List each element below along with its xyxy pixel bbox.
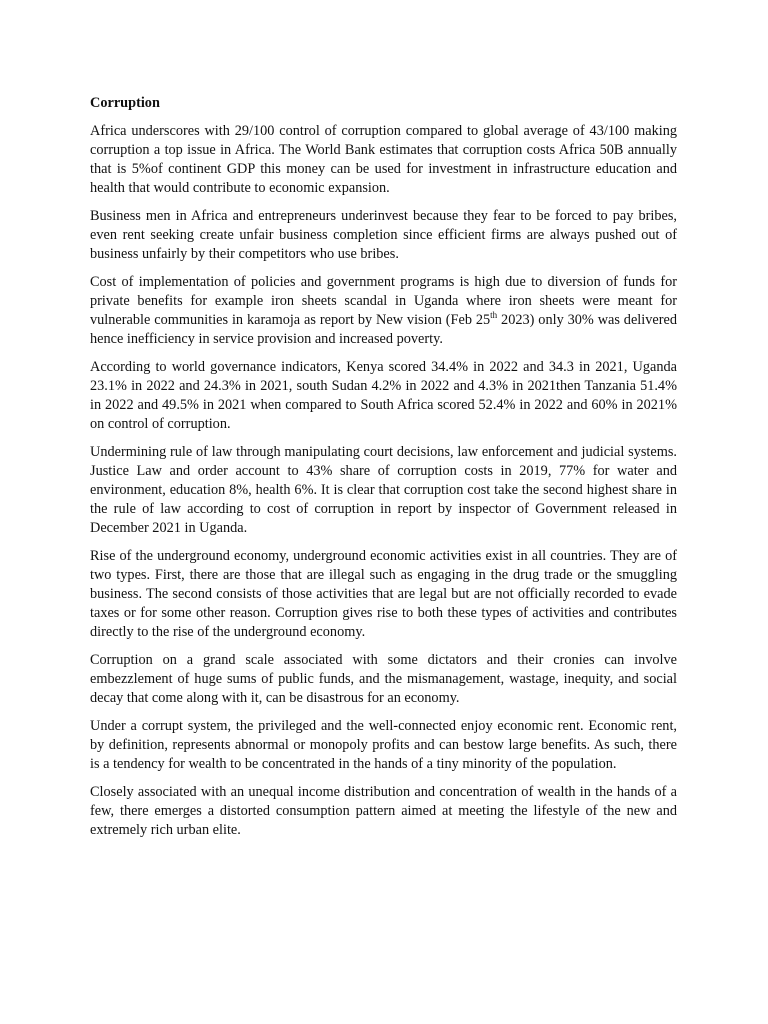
paragraph-consumption-pattern: Closely associated with an unequal income distribution and concentration of wealth in the hands of a few, there emerges a distorted consumption pattern aimed at meeting the lifestyle of the new and extremely rich urban elite. <box>90 784 677 838</box>
paragraph-governance-indicators: According to world governance indicators, Kenya scored 34.4% in 2022 and 34.3 in 2021, Uganda 23.1% in 2022 and 24.3% in 2021, south Sudan 4.2% in 2022 and 4.3% in 2021then Tanzania 51.4% in 2022 and 49.5% in 2021 when compared to South Africa scored 52.4% in 2022 and 60% in 2021% on control of corruption. <box>90 359 677 432</box>
paragraph-implementation-cost <box>90 273 677 349</box>
paragraph-grand-scale-corruption: Corruption on a grand scale associated with some dictators and their cronies can involve embezzlement of huge sums of public funds, and the mismanagement, wastage, inequity, and social decay that come along with it, can be disastrous for an economy. <box>90 652 677 706</box>
paragraph-underinvestment: Business men in Africa and entrepreneurs underinvest because they fear to be forced to pay bribes, even rent seeking create unfair business completion since efficient firms are always pushed out of business unfairly by their competitors who use bribes. <box>90 208 677 262</box>
paragraph-economic-rent: Under a corrupt system, the privileged and the well-connected enjoy economic rent. Economic rent, by definition, represents abnormal or monopoly profits and can bestow large benefits. As such, there is a tendency for wealth to be concentrated in the hands of a tiny minority of the population. <box>90 718 677 772</box>
paragraph-underground-economy: Rise of the underground economy, underground economic activities exist in all countries. They are of two types. First, there are those that are illegal such as engaging in the drug trade or the smuggling business. The second consists of those activities that are legal but are not officially recorded to evade taxes or for some other reason. Corruption gives rise to both these types of activities and contributes directly to the rise of the underground economy. <box>90 548 677 640</box>
paragraph-rule-of-law: Undermining rule of law through manipulating court decisions, law enforcement and judicial systems. Justice Law and order account to 43% share of corruption costs in 2019, 77% for water and environment, education 8%, health 6%. It is clear that corruption cost take the second highest share in the rule of law according to cost of corruption in report by inspector of Government released in December 2021 in Uganda. <box>90 444 677 536</box>
paragraph-text: Cost of implementation of policies and government programs is high due to diversion of funds for private benefits for example iron sheets scandal in Uganda where iron sheets were meant for vulnerable communities in karamoja as report by New vision (Feb 25 <box>90 274 677 328</box>
document-page <box>90 94 677 849</box>
ordinal-superscript: th <box>490 310 498 321</box>
section-heading: Corruption <box>90 95 160 111</box>
paragraph-text: 2023) only 30% was delivered hence inefficiency in service provision and increased poverty. <box>90 312 677 347</box>
paragraph-control-of-corruption: Africa underscores with 29/100 control of corruption compared to global average of 43/100 making corruption a top issue in Africa. The World Bank estimates that corruption costs Africa 50B annually that is 5%of continent GDP this money can be used for investment in infrastructure education and health that would contribute to economic expansion. <box>90 123 677 196</box>
